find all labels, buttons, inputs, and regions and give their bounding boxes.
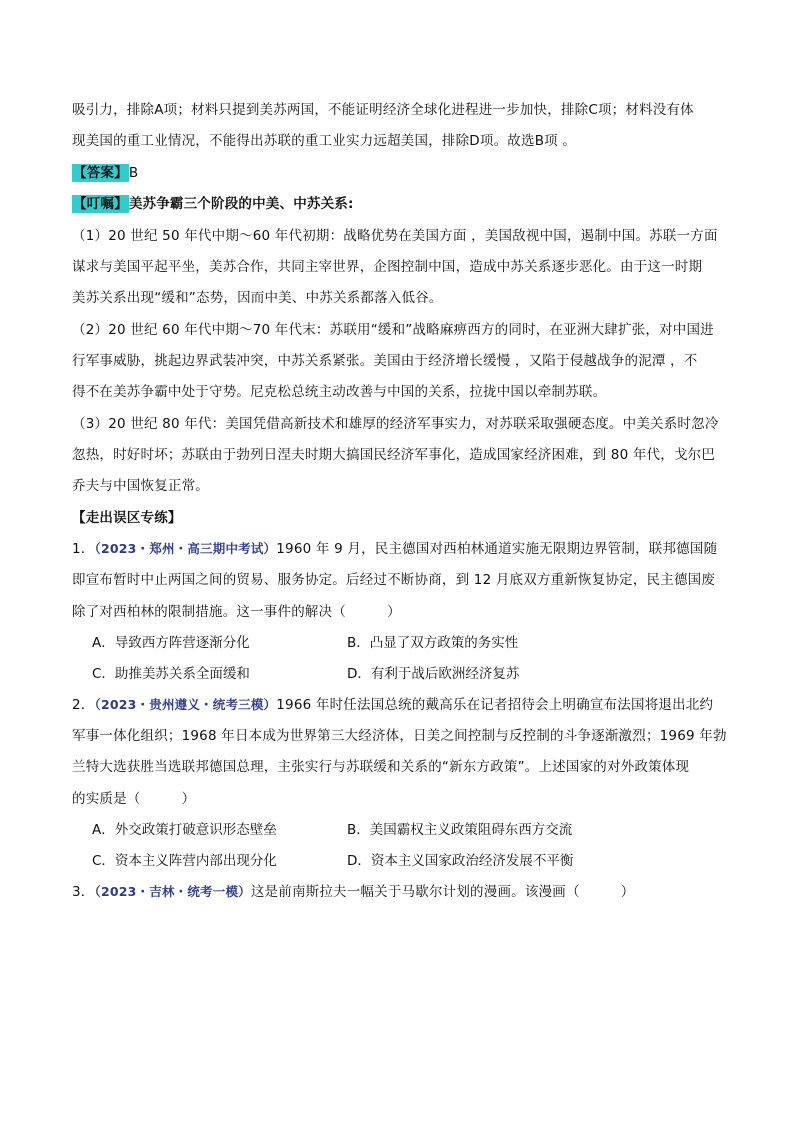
reminder-paragraph-2-line: （2）20 世纪 60 年代中期～70 年代末：苏联用“缓和”战略麻痹西方的同时，在亚洲大肆扩张，对中国进: [72, 322, 714, 338]
question-2-line: 的实质是（ ）: [72, 791, 196, 807]
reminder-heading: [72, 195, 732, 213]
reminder-paragraph-1-line: 谋求与美国平起平坐，美苏合作，共同主宰世界，企图控制中国，造成中苏关系逐步恶化。由于这一时期: [72, 259, 703, 275]
reminder-paragraph-3-line: （3）20 世纪 80 年代：美国凭借高新技术和雄厚的经济军事实力，对苏联采取强硬态度。中美关系时忽冷: [72, 416, 719, 432]
reminder-paragraph-2-line: 得不在美苏争霸中处于守势。尼克松总统主动改善与中国的关系，拉拢中国以牵制苏联。: [72, 384, 607, 400]
question-3-line: [72, 883, 732, 901]
reminder-paragraph-2-line: 行军事威胁，挑起边界武装冲突，中苏关系紧张。美国由于经济增长缓慢 ，又陷于侵越战争的泥潭 ，不: [72, 353, 698, 369]
reminder-paragraph-3-line: 忽热，时好时坏；苏联由于勃列日涅夫时期大搞国民经济军事化，造成国家经济困难，到 80 年代，戈尔巴: [72, 447, 716, 463]
question-1-line: 除了对西柏林的限制措施。这一事件的解决（ ）: [72, 604, 401, 620]
answer-line: [72, 164, 732, 182]
question-source: （2023・郑州・高三期中考试）: [94, 541, 277, 556]
question-1-line: 即宣布暂时中止两国之间的贸易、服务协定。后经过不断协商，到 12 月底双方重新恢复协定，民主德国废: [72, 572, 716, 588]
option-c[interactable]: C．助推美苏关系全面缓和: [92, 666, 250, 682]
reminder-paragraph-1-line: （1）20 世纪 50 年代中期～60 年代初期：战略优势在美国方面 ，美国敌视中国，遏制中国。苏联一方面: [72, 228, 718, 244]
explanation-line: 现美国的重工业情况，不能得出苏联的重工业实力远超美国，排除D项。故选B项 。: [72, 133, 577, 149]
reminder-title: 美苏争霸三个阶段的中美、中苏关系:: [128, 196, 354, 212]
reminder-paragraph-3-line: 乔夫与中国恢复正常。: [72, 478, 209, 494]
option-d[interactable]: D．有利于战后欧洲经济复苏: [347, 666, 520, 682]
option-c[interactable]: C．资本主义阵营内部出现分化: [92, 853, 277, 869]
question-number: 1．: [72, 541, 95, 557]
option-b[interactable]: B．美国霸权主义政策阻碍东西方交流: [347, 822, 573, 838]
answer-tag: 【答案】: [73, 165, 128, 181]
option-a[interactable]: A．导致西方阵营逐渐分化: [92, 635, 250, 651]
question-source: （2023・吉林・统考一模）: [94, 884, 251, 899]
question-number: 3．: [72, 884, 95, 900]
reminder-tag: 【叮嘱】: [73, 196, 128, 212]
question-text: 这是前南斯拉夫一幅关于马歇尔计划的漫画。该漫画（ ）: [250, 884, 635, 900]
question-text: 1960 年 9 月，民主德国对西柏林通道实施无限期边界管制，联邦德国随: [276, 541, 718, 557]
reminder-paragraph-1-line: 美苏关系出现“缓和”态势，因而中美、中苏关系都落入低谷。: [72, 290, 443, 306]
option-d[interactable]: D．资本主义国家政治经济发展不平衡: [347, 853, 574, 869]
question-2-line: [72, 696, 732, 714]
question-text: 1966 年时任法国总统的戴高乐在记者招待会上明确宣布法国将退出北约: [276, 697, 714, 713]
question-number: 2．: [72, 697, 95, 713]
question-2-line: 军事一体化组织；1968 年日本成为世界第三大经济体，日美之间控制与反控制的斗争逐渐激烈；1969 年勃: [72, 728, 727, 744]
question-source: （2023・贵州遵义・统考三模）: [94, 697, 277, 712]
question-2-line: 兰特大选获胜当选联邦德国总理，主张实行与苏联缓和关系的“新东方政策”。上述国家的对外政策体现: [72, 759, 690, 775]
option-a[interactable]: A．外交政策打破意识形态壁垒: [92, 822, 277, 838]
answer-value: B: [128, 165, 139, 181]
question-1-line: [72, 540, 732, 558]
section-title: 【走出误区专练】: [72, 510, 182, 526]
explanation-line: 吸引力，排除A项；材料只提到美苏两国，不能证明经济全球化进程进一步加快，排除C项；材料没有体: [72, 102, 694, 118]
option-b[interactable]: B．凸显了双方政策的务实性: [347, 635, 519, 651]
